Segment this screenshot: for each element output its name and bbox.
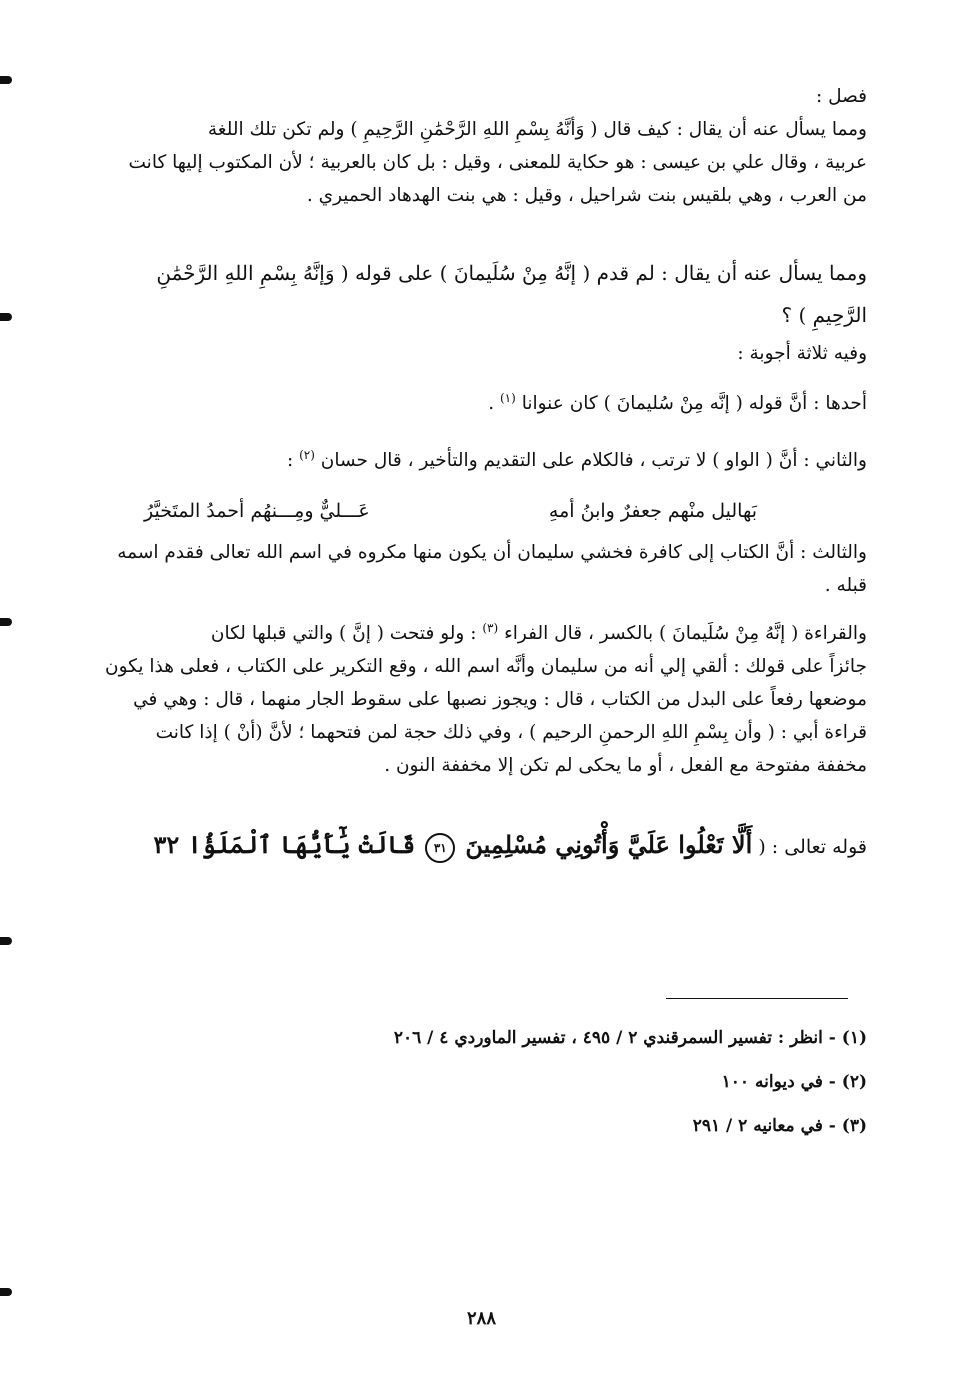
answer-1-text: أحدها : أنَّ قوله ( إنَّه مِنْ سُليمانَ ) كان عنوانا xyxy=(521,393,867,415)
quran-text-1: أَلَّا تَعْلُوا عَلَيَّ وَأْتُونِي مُسْلِمِينَ xyxy=(465,830,753,860)
paragraph-line: ومما يسأل عنه أن يقال : كيف قال ( وَأنَّهُ بِسْمِ اللهِ الرَّحْمَٰنِ الرَّحِيمِ ) ولم تكن تلك اللغة xyxy=(207,119,867,140)
quran-verse-line xyxy=(74,822,867,870)
paragraph-2 xyxy=(74,252,867,336)
ayah-number-icon: ٣١ xyxy=(425,833,455,863)
paragraph-1 xyxy=(74,113,867,212)
paragraph-line xyxy=(74,612,867,650)
binding-hole-mark xyxy=(0,937,12,945)
page-number: ٢٨٨ xyxy=(466,1308,496,1329)
answer-1-end: . xyxy=(488,393,495,415)
poem-verse xyxy=(74,486,867,536)
footnotes xyxy=(307,1016,867,1148)
verse-intro: قوله تعالى : ( xyxy=(758,836,867,859)
paragraph-line: من العرب ، وهي بلقيس بنت شراحيل ، وقيل : هي بنت الهدهاد الحميري . xyxy=(306,185,867,206)
para3-line1-before: والقراءة ( إنَّهُ مِنْ سُلَيمانَ ) بالكسر ، قال الفراء xyxy=(504,623,867,645)
paragraph-line: جائزاً على قولك : ألقي إلي أنه من سليمان وأنَّه اسم الله ، وقع التكرير على الكتاب ، فعلى هذا يكون xyxy=(105,656,867,678)
main-text xyxy=(74,80,867,870)
binding-hole-mark xyxy=(0,618,12,626)
answer-2-text: والثاني : أنَّ ( الواو ) لا ترتب ، فالكلام على التقديم والتأخير ، قال حسان xyxy=(320,450,867,472)
paragraph-line: مخففة مفتوحة مع الفعل ، أو ما يحكى لم تكن إلا مخففة النون . xyxy=(384,755,867,777)
footnote-ref-2: (٢) xyxy=(299,448,315,463)
answer-2-end: : xyxy=(286,450,294,472)
footnote-item: (٣) - في معانيه ٢ / ٢٩١ xyxy=(692,1116,867,1136)
paragraph-line: عربية ، وقال علي بن عيسى : هو حكاية للمعنى ، وقيل : بل كان بالعربية ؛ لأن المكتوب إليها كانت xyxy=(128,152,867,173)
binding-hole-mark xyxy=(0,1288,12,1296)
para3-line1-after: : ولو فتحت ( إنَّ ) والتي قبلها لكان xyxy=(210,623,477,645)
paragraph-line: والثالث : أنَّ الكتاب إلى كافرة فخشي سليمان أن يكون منها مكروه في اسم الله تعالى فقدم اسمه xyxy=(117,542,867,564)
paragraph-line: ومما يسأل عنه أن يقال : لم قدم ( إنَّهُ مِنْ سُلَيمانَ ) على قوله ( وَإنَّهُ بِسْمِ اللهِ الرَّحْمَٰنِ xyxy=(156,261,867,285)
footnote-item: (٢) - في ديوانه ١٠٠ xyxy=(721,1072,867,1092)
footnote-item: (١) - انظر : تفسير السمرقندي ٢ / ٤٩٥ ، تفسير الماوردي ٤ / ٢٠٦ xyxy=(393,1028,867,1048)
paragraph-line: الرَّحِيمِ ) ؟ xyxy=(781,303,867,327)
section-heading: فصل : xyxy=(815,86,867,107)
poem-right-half: بَهاليل منْهم جعفرٌ وابنُ أمهِ xyxy=(548,500,757,523)
binding-hole-mark xyxy=(0,313,12,321)
paragraph-line: قبله . xyxy=(824,575,867,597)
paragraph-line: قراءة أبي : ( وأن بِسْمِ اللهِ الرحمنِ الرحيم ) ، وفي ذلك حجة لمن فتحهما ؛ لأنَّ (أنْ ) إذا كانت xyxy=(155,722,867,744)
answer-3 xyxy=(74,536,867,602)
paragraph-3 xyxy=(74,612,867,782)
answers-intro: وفيه ثلاثة أجوبة : xyxy=(737,343,867,364)
footnote-ref-3: (٣) xyxy=(482,621,499,636)
paragraph-line: موضعها رفعاً على البدل من الكتاب ، قال : ويجوز نصبها على سقوط الجار منهما ، قال : وهي في xyxy=(133,689,867,711)
answer-1 xyxy=(74,372,867,430)
poem-left-half: عَـــليٌّ ومِـــنهُم أحمدُ المتَخيَّرُ xyxy=(144,500,370,523)
answer-2 xyxy=(74,430,867,486)
footnote-ref-1: (١) xyxy=(499,391,516,405)
footnote-divider xyxy=(666,998,848,999)
quran-text-2: قَالَتْ يَٰٓأَيُّهَا ٱلْمَلَؤُا ٣٢ xyxy=(153,830,416,860)
binding-hole-mark xyxy=(0,76,12,84)
